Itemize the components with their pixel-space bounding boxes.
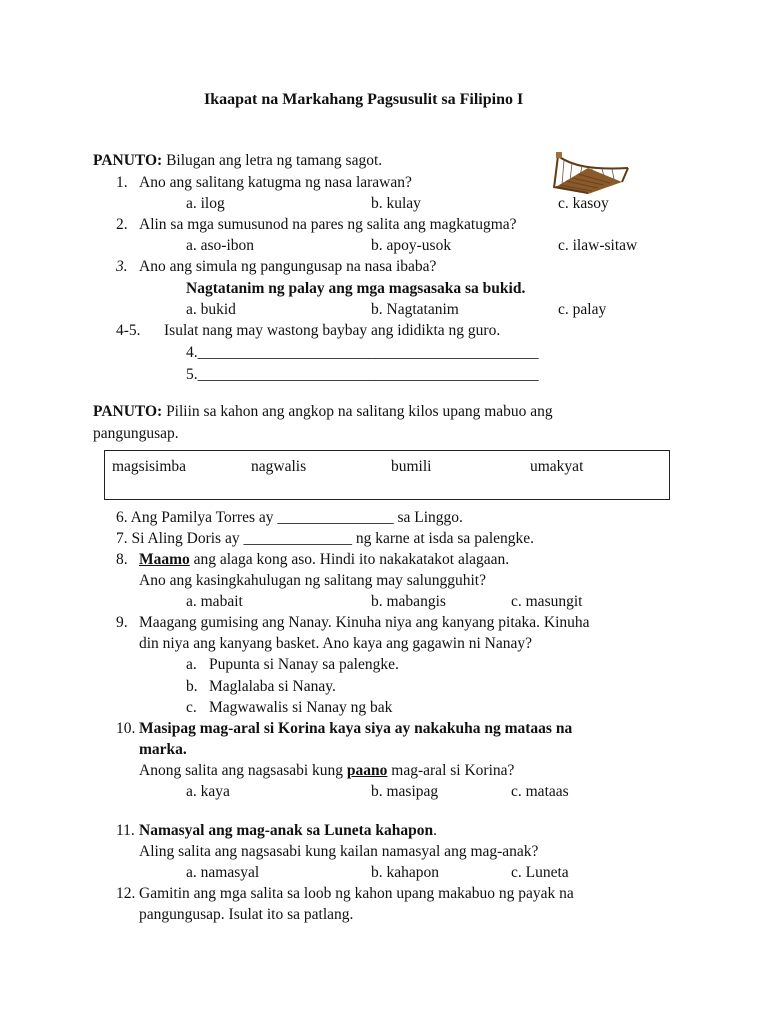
q2-option-a[interactable]: a. aso-ibon bbox=[186, 237, 255, 254]
q9-option-c[interactable]: Magwawalis si Nanay ng bak bbox=[209, 699, 393, 716]
q8-rest: ang alaga kong aso. Hindi ito nakakatakot alagaan. bbox=[189, 551, 510, 568]
q6-text: 6. Ang Pamilya Torres ay _______________ sa Linggo. bbox=[116, 509, 463, 526]
q9-option-c-letter: c. bbox=[186, 699, 197, 716]
q2-option-b[interactable]: b. apoy-usok bbox=[371, 237, 452, 254]
q45-number: 4-5. bbox=[116, 322, 141, 339]
q10-question-post: mag-aral si Korina? bbox=[387, 762, 515, 779]
q7-text: 7. Si Aling Doris ay ______________ ng karne at isda sa palengke. bbox=[116, 530, 535, 547]
q1-option-b[interactable]: b. kulay bbox=[371, 195, 421, 212]
q9-text-line2: din niya ang kanyang basket. Ano kaya ang gagawin ni Nanay? bbox=[139, 635, 532, 652]
answer-line-5[interactable]: 5.____________________________________________ bbox=[186, 366, 539, 383]
panuto-text: Piliin sa kahon ang angkop na salitang kilos upang mabuo ang bbox=[162, 403, 553, 420]
q12-number: 12. bbox=[116, 885, 136, 902]
q11-option-a[interactable]: a. namasyal bbox=[186, 864, 260, 881]
q3-option-c[interactable]: c. palay bbox=[558, 301, 607, 318]
q11-text-line1 bbox=[139, 821, 437, 841]
q8-question: Ano ang kasingkahulugan ng salitang may salungguhit? bbox=[139, 572, 486, 589]
word-box-item: nagwalis bbox=[251, 458, 307, 475]
page-title: Ikaapat na Markahang Pagsusulit sa Filipino I bbox=[204, 91, 524, 108]
q9-option-b[interactable]: Maglalaba si Nanay. bbox=[209, 678, 336, 695]
q10-option-b[interactable]: b. masipag bbox=[371, 783, 439, 800]
q10-option-c[interactable]: c. mataas bbox=[511, 783, 569, 800]
q10-underlined-word: paano bbox=[346, 762, 388, 779]
word-box-item: bumili bbox=[391, 458, 432, 475]
panuto-1 bbox=[93, 151, 382, 171]
q10-text-line2: marka. bbox=[139, 741, 187, 758]
q3-option-a[interactable]: a. bukid bbox=[186, 301, 236, 318]
q8-option-a[interactable]: a. mabait bbox=[186, 593, 243, 610]
q11-sentence: Namasyal ang mag-anak sa Luneta kahapon bbox=[139, 822, 434, 839]
q10-text-line1: Masipag mag-aral si Korina kaya siya ay nakakuha ng mataas na bbox=[139, 720, 573, 737]
q1-number: 1. bbox=[116, 174, 128, 191]
panuto-2 bbox=[93, 402, 553, 422]
q3-sentence: Nagtatanim ng palay ang mga magsasaka sa bukid. bbox=[186, 280, 526, 297]
q10-question bbox=[139, 761, 514, 781]
q11-sentence-end: . bbox=[433, 822, 438, 839]
q1-text: Ano ang salitang katugma ng nasa larawan? bbox=[139, 174, 412, 191]
q1-option-c[interactable]: c. kasoy bbox=[558, 195, 609, 212]
word-box-item: magsisimba bbox=[112, 458, 187, 475]
q12-text-line2: pangungusap. Isulat ito sa patlang. bbox=[139, 906, 354, 923]
q45-text: Isulat nang may wastong baybay ang ididikta ng guro. bbox=[164, 322, 501, 339]
q8-number: 8. bbox=[116, 551, 128, 568]
q8-option-c[interactable]: c. masungit bbox=[511, 593, 583, 610]
panuto-label: PANUTO: bbox=[93, 403, 163, 420]
q10-number: 10. bbox=[116, 720, 136, 737]
q12-text-line1: Gamitin ang mga salita sa loob ng kahon upang makabuo ng payak na bbox=[139, 885, 574, 902]
q10-option-a[interactable]: a. kaya bbox=[186, 783, 230, 800]
q2-text: Alin sa mga sumusunod na pares ng salita ang magkatugma? bbox=[139, 216, 517, 233]
q11-number: 11. bbox=[116, 822, 135, 839]
q9-option-b-letter: b. bbox=[186, 678, 198, 695]
q11-question: Aling salita ang nagsasabi kung kailan namasyal ang mag-anak? bbox=[139, 843, 539, 860]
q9-option-a-letter: a. bbox=[186, 656, 197, 673]
q11-option-c[interactable]: c. Luneta bbox=[511, 864, 569, 881]
panuto-label: PANUTO: bbox=[93, 152, 163, 169]
q3-number: 3. bbox=[116, 258, 128, 275]
q8-text bbox=[139, 550, 509, 570]
q9-option-a[interactable]: Pupunta si Nanay sa palengke. bbox=[209, 656, 399, 673]
q1-option-a[interactable]: a. ilog bbox=[186, 195, 225, 212]
answer-line-4[interactable]: 4.____________________________________________ bbox=[186, 344, 539, 361]
word-box bbox=[104, 450, 670, 500]
q8-underlined-word: Maamo bbox=[139, 551, 190, 568]
word-box-item: umakyat bbox=[530, 458, 584, 475]
q10-question-pre: Anong salita ang nagsasabi kung bbox=[139, 762, 347, 779]
q3-option-b[interactable]: b. Nagtatanim bbox=[371, 301, 459, 318]
panuto-text: Bilugan ang letra ng tamang sagot. bbox=[162, 152, 383, 169]
q8-option-b[interactable]: b. mabangis bbox=[371, 593, 446, 610]
q2-option-c[interactable]: c. ilaw-sitaw bbox=[558, 237, 638, 254]
q3-text: Ano ang simula ng pangungusap na nasa ibaba? bbox=[139, 258, 437, 275]
q2-number: 2. bbox=[116, 216, 128, 233]
q11-option-b[interactable]: b. kahapon bbox=[371, 864, 440, 881]
q9-text-line1: Maagang gumising ang Nanay. Kinuha niya ang kanyang pitaka. Kinuha bbox=[139, 614, 590, 631]
bridge-illustration bbox=[552, 148, 634, 194]
q9-number: 9. bbox=[116, 614, 128, 631]
panuto-2-cont: pangungusap. bbox=[93, 425, 179, 442]
